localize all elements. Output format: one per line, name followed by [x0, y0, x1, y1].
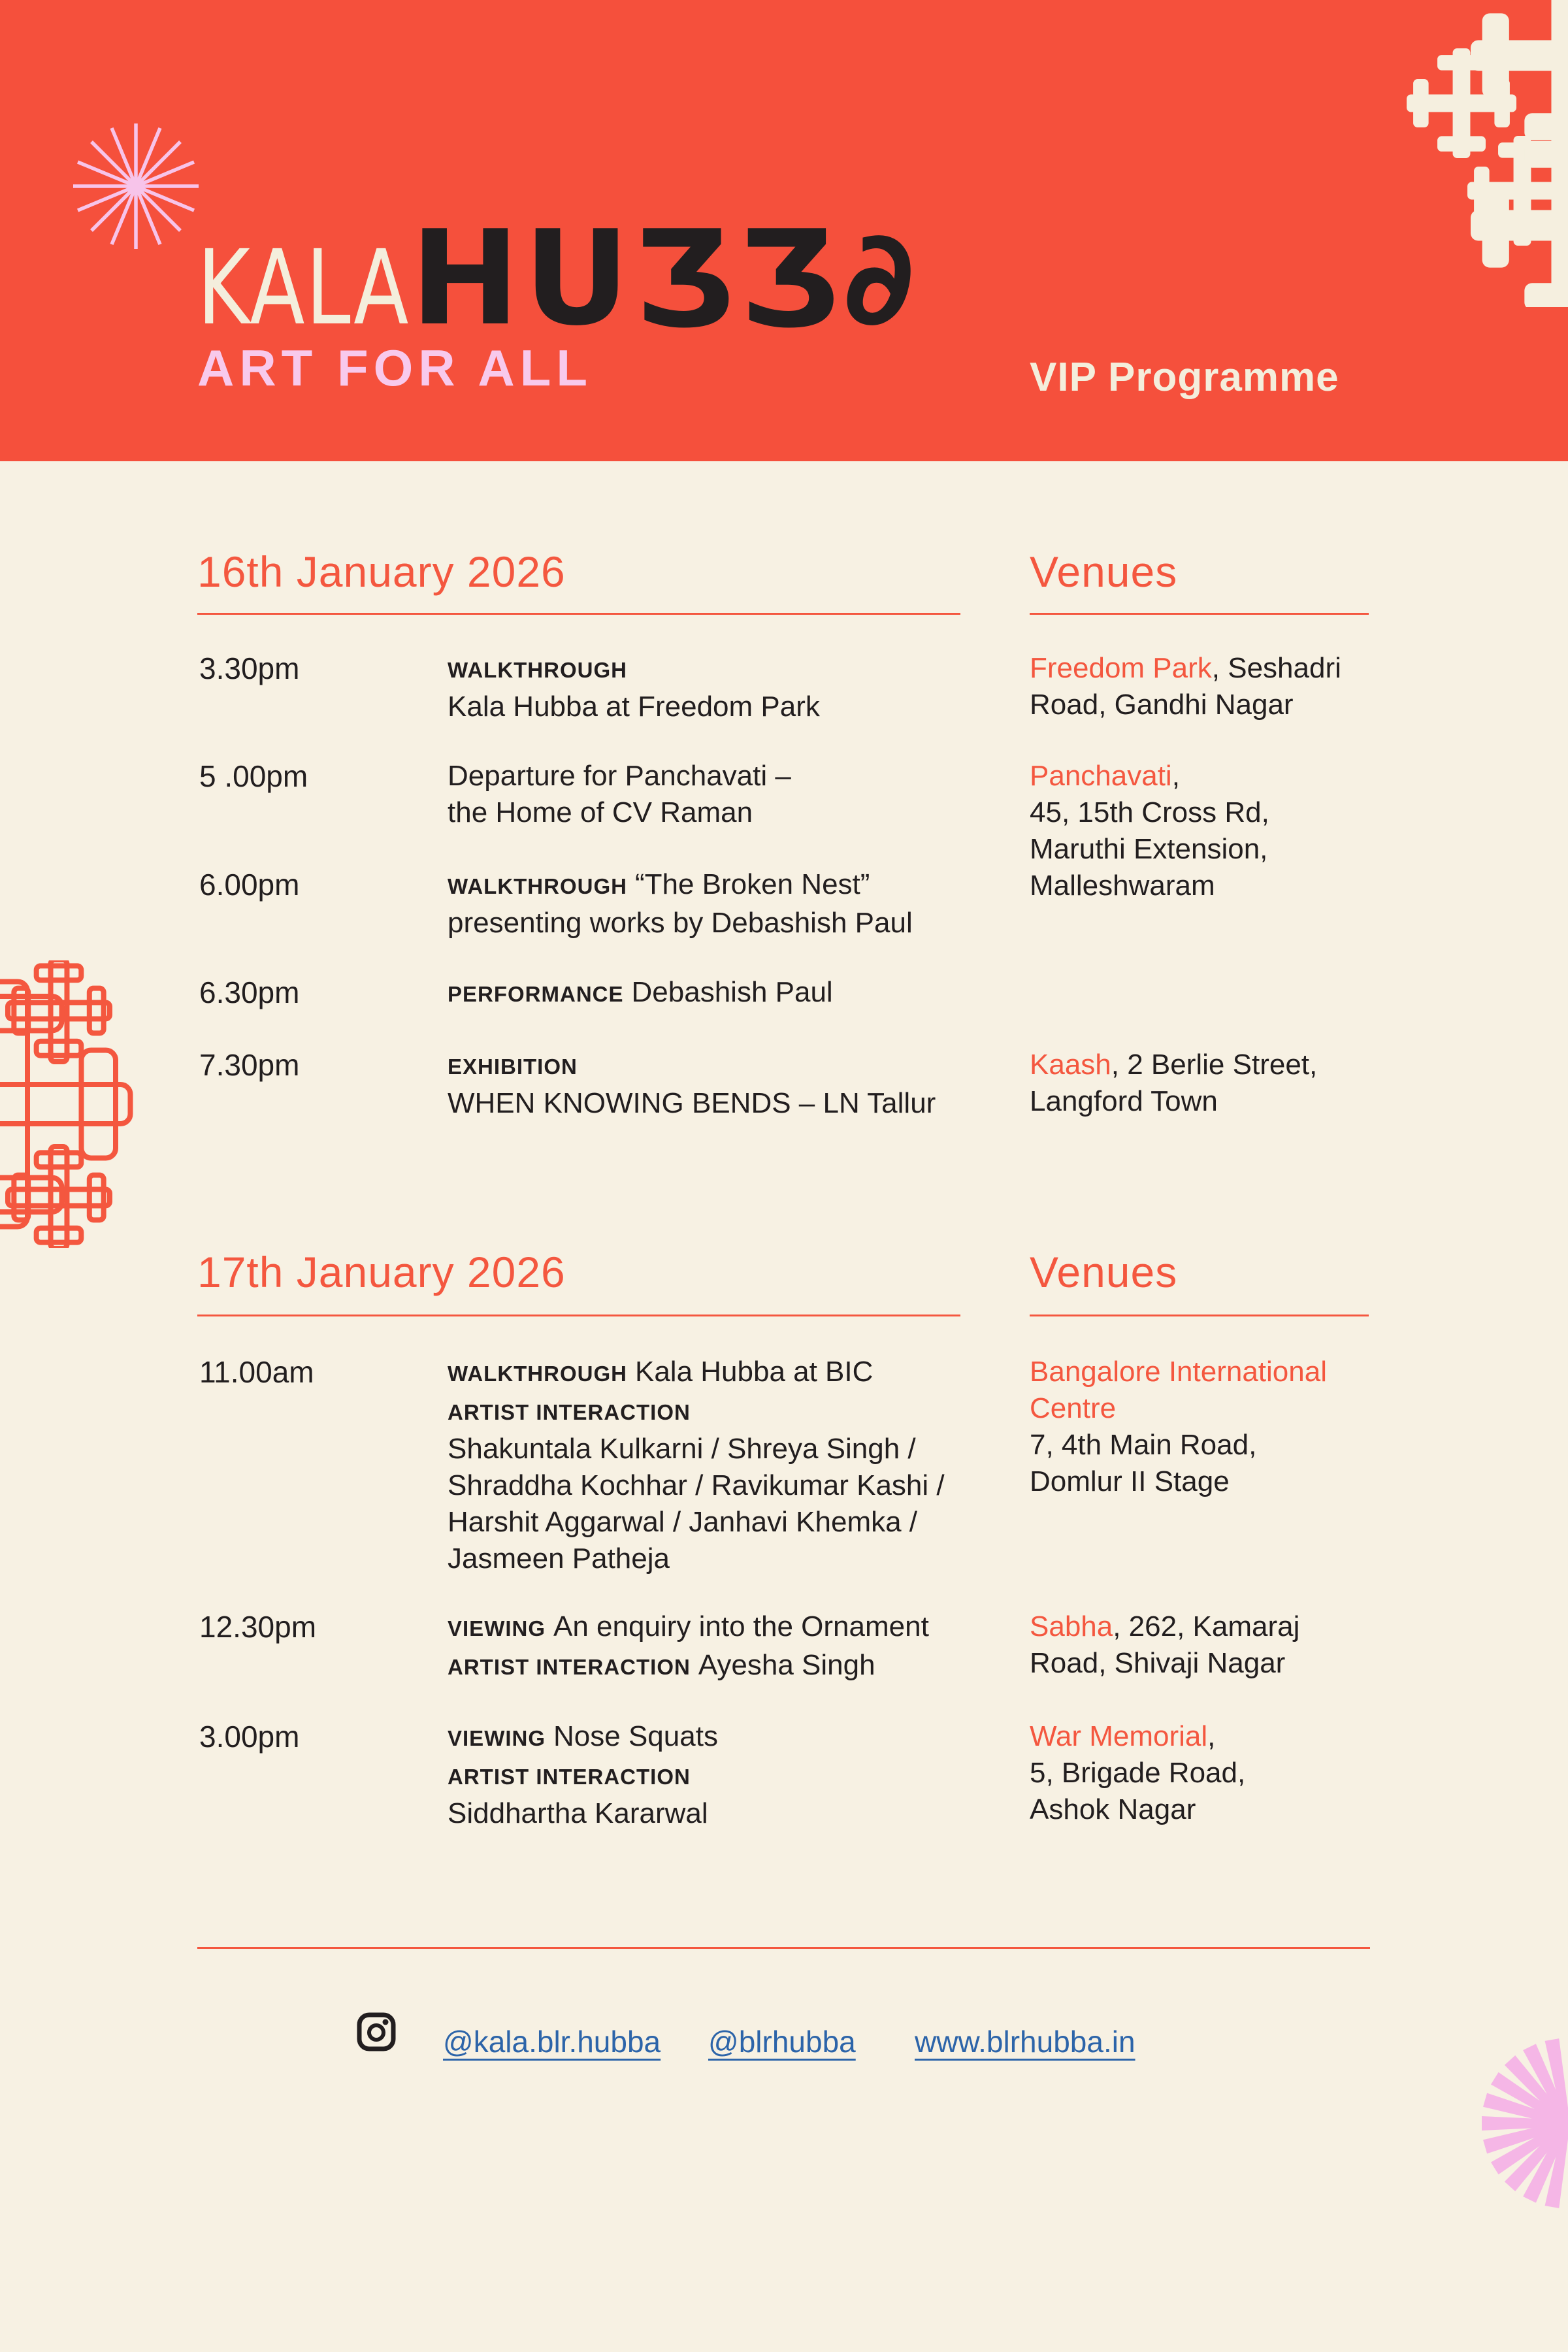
- venue-address: 45, 15th Cross Rd,: [1030, 796, 1269, 828]
- event-time: 12.30pm: [199, 1610, 317, 1644]
- instagram-icon: [357, 2012, 396, 2051]
- event-text: Departure for Panchavati –: [448, 760, 791, 792]
- event-text: Shraddha Kochhar / Ravikumar Kashi /: [448, 1469, 945, 1501]
- event-text: Jasmeen Patheja: [448, 1543, 670, 1575]
- venue-address: Langford Town: [1030, 1085, 1218, 1117]
- event-type-label: VIEWING: [448, 1726, 546, 1750]
- event-text: An enquiry into the Ornament: [553, 1610, 929, 1642]
- event-type-label: WALKTHROUGH: [448, 658, 627, 682]
- event-type-label: WALKTHROUGH: [448, 1362, 627, 1386]
- event-time: 5 .00pm: [199, 759, 308, 793]
- event-time: 7.30pm: [199, 1048, 300, 1082]
- day1-rule: [197, 613, 960, 615]
- event-description: [448, 650, 1009, 725]
- event-time: 6.30pm: [199, 975, 300, 1009]
- logo-kala: KALA: [197, 228, 410, 348]
- venue-address: Road, Gandhi Nagar: [1030, 689, 1294, 721]
- venue-name: Sabha: [1030, 1610, 1113, 1642]
- venue-name: Kaash: [1030, 1049, 1111, 1081]
- day2-rule: [197, 1315, 960, 1316]
- website-link[interactable]: www.blrhubba.in: [915, 2025, 1135, 2059]
- venue-block: [1030, 1609, 1396, 1682]
- venue-name: War Memorial: [1030, 1720, 1208, 1752]
- header-band: [0, 0, 1568, 461]
- venue-address: 5, Brigade Road,: [1030, 1757, 1246, 1789]
- venue-block: [1030, 1047, 1396, 1120]
- tagline: ART FOR ALL: [197, 339, 593, 397]
- event-text: Kala Hubba at Freedom Park: [448, 691, 820, 723]
- venue-name: Bangalore International: [1030, 1356, 1327, 1388]
- event-description: [448, 974, 1009, 1013]
- venue-address: , Seshadri: [1211, 652, 1341, 684]
- event-text: Ayesha Singh: [698, 1649, 875, 1681]
- event-description: [448, 1047, 1009, 1122]
- instagram-handle-link[interactable]: @kala.blr.hubba: [443, 2025, 661, 2059]
- event-time: 3.00pm: [199, 1720, 300, 1754]
- venue-address: Road, Shivaji Nagar: [1030, 1647, 1286, 1679]
- footer-divider: [197, 1947, 1370, 1949]
- event-type-label: VIEWING: [448, 1616, 546, 1641]
- event-type-label: PERFORMANCE: [448, 982, 624, 1006]
- event-description: [448, 866, 1009, 941]
- event-time: 11.00am: [199, 1355, 314, 1389]
- event-time: 3.30pm: [199, 651, 300, 685]
- venue-address: ,: [1171, 760, 1180, 792]
- event-text: presenting works by Debashish Paul: [448, 907, 913, 939]
- logo-hubba: HUƷƷ∂: [410, 203, 919, 355]
- venue-address: , 2 Berlie Street,: [1111, 1049, 1318, 1081]
- venue-address: 7, 4th Main Road,: [1030, 1429, 1257, 1461]
- day2-title: 17th January 2026: [197, 1248, 566, 1296]
- instagram-handle2-link[interactable]: @blrhubba: [708, 2025, 856, 2059]
- event-text: Debashish Paul: [631, 976, 833, 1008]
- event-type-label: EXHIBITION: [448, 1054, 578, 1079]
- event-type-label: ARTIST INTERACTION: [448, 1655, 691, 1679]
- venue-name: Centre: [1030, 1392, 1117, 1424]
- venue-address: Malleshwaram: [1030, 870, 1215, 902]
- venue-address: Ashok Nagar: [1030, 1793, 1196, 1825]
- event-text: WHEN KNOWING BENDS – LN Tallur: [448, 1087, 936, 1119]
- venue-name: Freedom Park: [1030, 652, 1212, 684]
- cross-pattern-icon: [1346, 0, 1568, 307]
- day1-venues-label: Venues: [1030, 547, 1178, 596]
- venue-address: Domlur II Stage: [1030, 1465, 1230, 1497]
- event-text: Siddhartha Kararwal: [448, 1797, 708, 1829]
- venue-block: [1030, 1354, 1396, 1500]
- starburst-bottom-icon: [1437, 1993, 1568, 2254]
- day2-venues-rule: [1030, 1315, 1369, 1316]
- venue-name: Panchavati: [1030, 760, 1172, 792]
- venue-address: , 262, Kamaraj: [1113, 1610, 1300, 1642]
- event-text: “The Broken Nest”: [634, 868, 870, 900]
- venue-block: [1030, 758, 1396, 904]
- outline-cross-pattern-icon: [0, 960, 150, 1248]
- venue-address: Maruthi Extension,: [1030, 833, 1268, 865]
- event-text: Nose Squats: [553, 1720, 718, 1752]
- event-description: [448, 758, 1009, 831]
- day1-venues-rule: [1030, 613, 1369, 615]
- event-type-label: ARTIST INTERACTION: [448, 1765, 691, 1789]
- event-type-label: ARTIST INTERACTION: [448, 1400, 691, 1424]
- venue-block: [1030, 1718, 1396, 1828]
- starburst-icon: [64, 114, 208, 258]
- day1-title: 16th January 2026: [197, 547, 566, 596]
- event-text: Harshit Aggarwal / Janhavi Khemka /: [448, 1506, 918, 1538]
- event-text: the Home of CV Raman: [448, 796, 753, 828]
- day2-venues-label: Venues: [1030, 1248, 1178, 1296]
- venue-block: [1030, 650, 1396, 723]
- event-time: 6.00pm: [199, 868, 300, 902]
- programme-title: VIP Programme: [1030, 355, 1339, 400]
- event-type-label: WALKTHROUGH: [448, 874, 627, 898]
- event-description: [448, 1354, 1009, 1577]
- event-description: [448, 1718, 1009, 1832]
- venue-address: ,: [1207, 1720, 1216, 1752]
- event-description: [448, 1609, 1009, 1686]
- event-text: Kala Hubba at BIC: [634, 1356, 874, 1388]
- logo: [197, 203, 919, 355]
- event-text: Shakuntala Kulkarni / Shreya Singh /: [448, 1433, 916, 1465]
